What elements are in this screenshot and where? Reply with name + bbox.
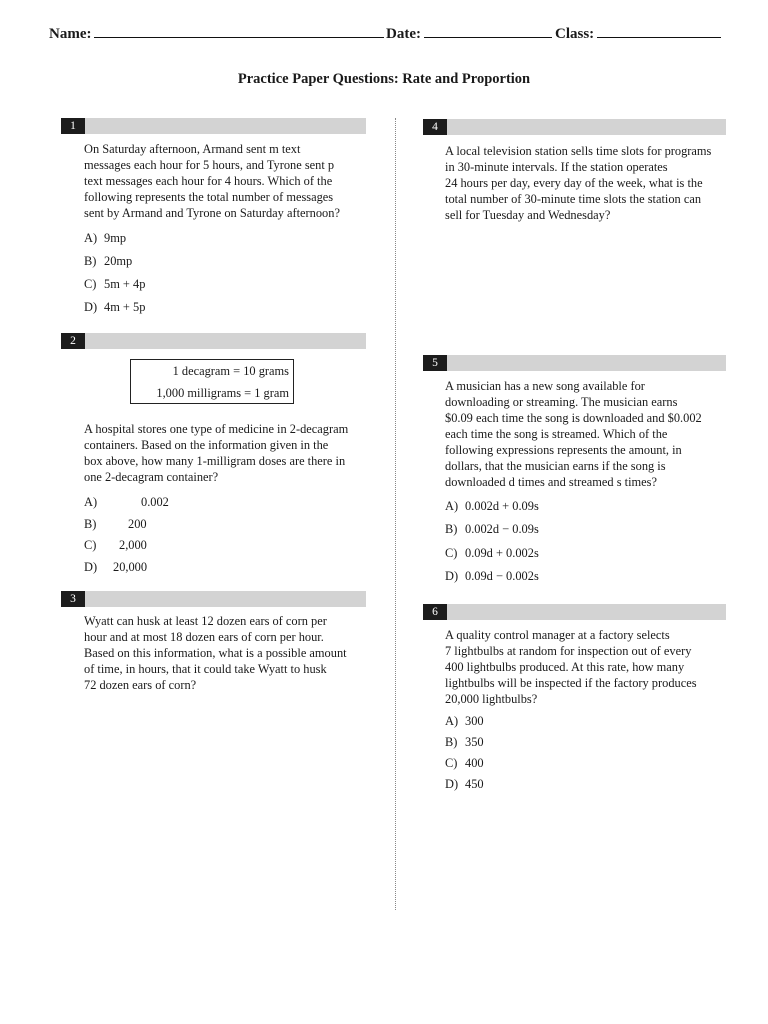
choice-letter: A) (445, 499, 459, 513)
choice (445, 546, 539, 561)
text-line: sent by Armand and Tyrone on Saturday afternoon? (84, 206, 340, 220)
text-line: 7 lightbulbs at random for inspection out of every (445, 644, 692, 658)
choice (445, 522, 539, 537)
choice (445, 735, 484, 750)
question-number: 2 (61, 333, 85, 349)
question-number: 5 (423, 355, 447, 371)
conversion-box (130, 359, 294, 404)
choice-text: 200 (128, 517, 147, 531)
choice-text: 0.09d + 0.002s (465, 546, 539, 560)
name-field (49, 26, 384, 43)
name-blank (94, 26, 384, 38)
conversion-line: 1 decagram = 10 grams (172, 364, 289, 378)
choice-letter: A) (445, 714, 459, 728)
choice-text: 350 (465, 735, 484, 749)
text-line: text messages each hour for 4 hours. Which of the (84, 174, 333, 188)
question-1-bar (61, 118, 366, 134)
question-5-bar (423, 355, 726, 371)
page-title: Practice Paper Questions: Rate and Proportion (237, 71, 531, 87)
date-field (386, 26, 552, 43)
text-line: A hospital stores one type of medicine in 2-decagram (84, 422, 349, 436)
text-line: Based on this information, what is a possible amount (84, 646, 347, 660)
question-2-bar (61, 333, 366, 349)
choice-text: 2,000 (119, 538, 147, 552)
text-line: 20,000 lightbulbs? (445, 692, 538, 706)
question-3-bar (61, 591, 366, 607)
date-blank (424, 26, 552, 38)
text-line: one 2-decagram container? (84, 470, 219, 484)
choice-text: 0.002 (141, 495, 169, 509)
choice (84, 277, 145, 292)
choice (445, 714, 484, 729)
choice-text: 9mp (104, 231, 127, 245)
choice-text: 0.002d − 0.09s (465, 522, 539, 536)
choice-text: 400 (465, 756, 484, 770)
question-4-text (445, 143, 711, 223)
choice-letter: A) (84, 231, 98, 245)
choice (445, 756, 484, 771)
text-line: $0.09 each time the song is downloaded and $0.002 (445, 411, 702, 425)
date-label: Date: (386, 26, 421, 42)
choice-letter: B) (84, 517, 97, 531)
class-field (555, 26, 721, 43)
question-5-text (445, 378, 702, 490)
question-number: 4 (423, 119, 447, 135)
text-line: 400 lightbulbs produced. At this rate, how many (445, 660, 685, 674)
choice-letter: D) (84, 300, 98, 314)
text-line: downloading or streaming. The musician earns (445, 395, 678, 409)
question-2-text (84, 421, 348, 485)
text-line: A local television station sells time slots for programs (445, 144, 712, 158)
class-blank (597, 26, 721, 38)
choice (84, 231, 126, 246)
class-label: Class: (555, 26, 595, 42)
text-line: On Saturday afternoon, Armand sent m text (84, 142, 301, 156)
text-line: hour and at most 18 dozen ears of corn per hour. (84, 630, 324, 644)
choice-letter: B) (445, 522, 458, 536)
choice-letter: D) (445, 569, 459, 583)
choice (84, 560, 147, 575)
choice (445, 499, 539, 514)
text-line: downloaded d times and streamed s times? (445, 475, 657, 489)
text-line: in 30-minute intervals. If the station operates (445, 160, 668, 174)
choice-letter: D) (84, 560, 98, 574)
choice-text: 450 (465, 777, 484, 791)
choice-letter: C) (445, 756, 458, 770)
name-label: Name: (49, 26, 92, 42)
question-6-bar (423, 604, 726, 620)
text-line: containers. Based on the information given in the (84, 438, 329, 452)
text-line: box above, how many 1-milligram doses are there in (84, 454, 346, 468)
text-line: Wyatt can husk at least 12 dozen ears of corn per (84, 614, 327, 628)
question-4-bar (423, 119, 726, 135)
choice-text: 0.09d − 0.002s (465, 569, 539, 583)
question-3-text (84, 613, 347, 693)
choice-letter: A) (84, 495, 98, 509)
choice-letter: D) (445, 777, 459, 791)
choice-letter: B) (84, 254, 97, 268)
question-6-text (445, 627, 697, 707)
question-number: 3 (61, 591, 85, 607)
text-line: messages each hour for 5 hours, and Tyrone sent p (84, 158, 335, 172)
choice-text: 300 (465, 714, 484, 728)
text-line: sell for Tuesday and Wednesday? (445, 208, 611, 222)
text-line: dollars, that the musician earns if the song is (445, 459, 666, 473)
choice-text: 20mp (104, 254, 133, 268)
choice (445, 569, 539, 584)
choice-text: 5m + 4p (104, 277, 146, 291)
text-line: following expressions represents the amount, in (445, 443, 682, 457)
choice (84, 495, 169, 510)
choice-text: 4m + 5p (104, 300, 146, 314)
text-line: lightbulbs will be inspected if the factory produces (445, 676, 697, 690)
choice-text: 0.002d + 0.09s (465, 499, 539, 513)
choice (445, 777, 484, 792)
choice-letter: B) (445, 735, 458, 749)
choice-letter: C) (445, 546, 458, 560)
choice-text: 20,000 (113, 560, 148, 574)
choice-letter: C) (84, 538, 97, 552)
text-line: A musician has a new song available for (445, 379, 645, 393)
choice (84, 517, 147, 532)
choice (84, 538, 147, 553)
text-line: of time, in hours, that it could take Wyatt to husk (84, 662, 327, 676)
text-line: each time the song is streamed. Which of the (445, 427, 668, 441)
choice (84, 254, 132, 269)
text-line: total number of 30-minute time slots the station can (445, 192, 702, 206)
text-line: A quality control manager at a factory selects (445, 628, 670, 642)
text-line: following represents the total number of messages (84, 190, 334, 204)
question-number: 1 (61, 118, 85, 134)
column-divider (395, 118, 396, 910)
choice (84, 300, 145, 315)
text-line: 72 dozen ears of corn? (84, 678, 197, 692)
text-line: 24 hours per day, every day of the week, what is the (445, 176, 703, 190)
question-1-text (84, 141, 340, 221)
choice-letter: C) (84, 277, 97, 291)
question-number: 6 (423, 604, 447, 620)
conversion-line: 1,000 milligrams = 1 gram (156, 386, 289, 400)
